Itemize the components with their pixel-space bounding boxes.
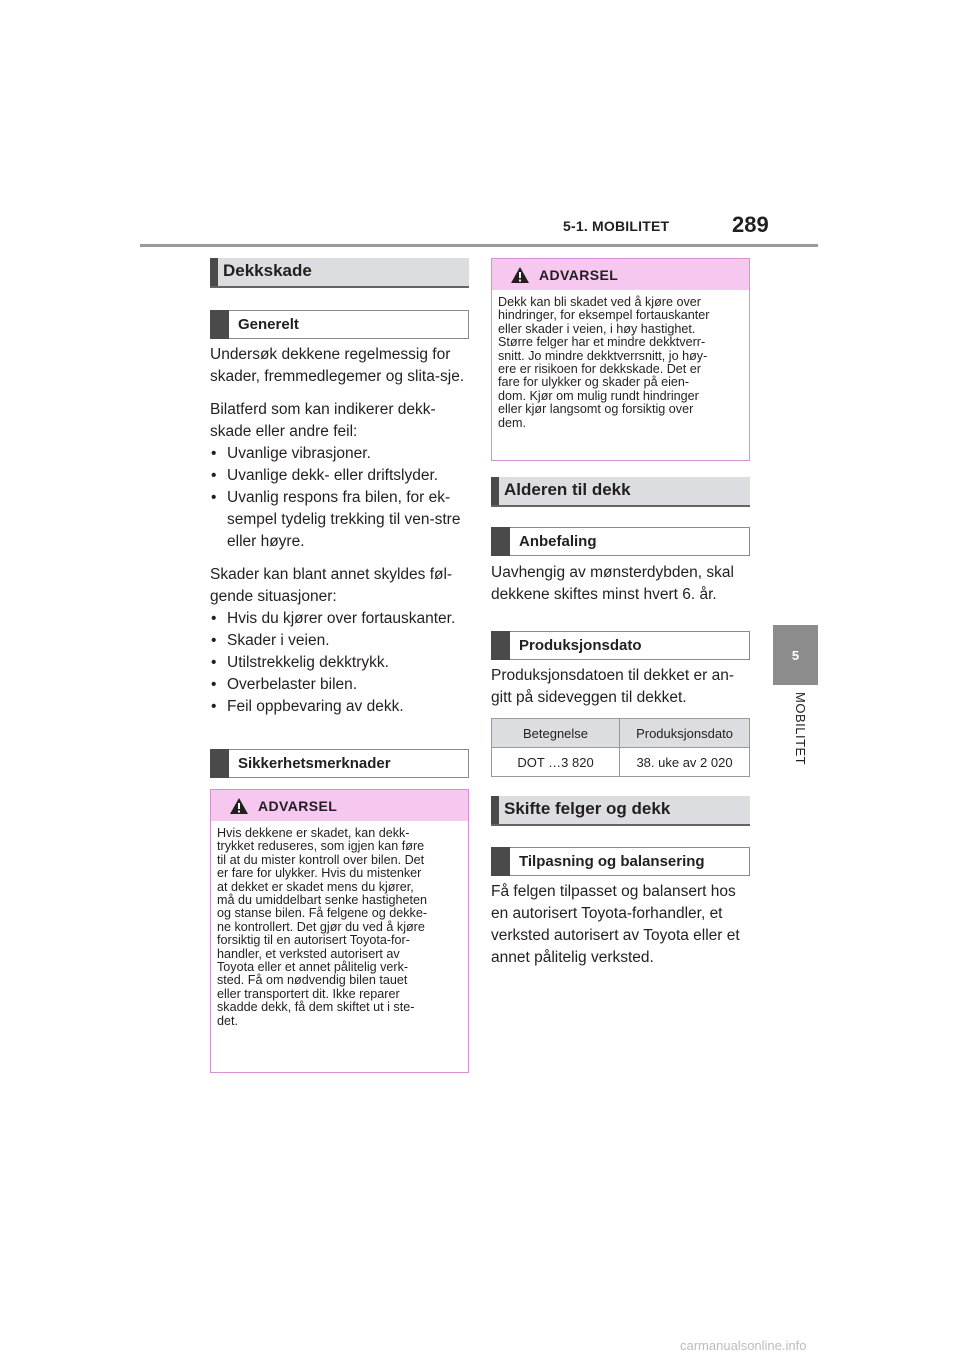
- subheading-title: Tilpasning og balansering: [519, 853, 705, 870]
- table-header-row: [492, 719, 750, 748]
- bullet-list: [210, 443, 472, 553]
- warning-label: ADVARSEL: [258, 798, 338, 814]
- right-body-text: [491, 665, 753, 709]
- list-item: • Utilstrekkelig dekktrykk.: [210, 652, 472, 674]
- subheading-title: Generelt: [238, 316, 299, 333]
- subheading-bar: [491, 847, 510, 876]
- right-body-text: [491, 562, 753, 606]
- section-title: Alderen til dekk: [504, 480, 631, 499]
- section-title: Skifte felger og dekk: [504, 799, 671, 818]
- table-cell: 38. uke av 2 020: [620, 748, 750, 777]
- list-item: • Overbelaster bilen.: [210, 674, 472, 696]
- heading-bar: [491, 477, 499, 505]
- list-item: • Uvanlig respons fra bilen, for ek-sempel tydelig trekking til ven-stre eller høyre.: [210, 487, 472, 553]
- chapter-tab[interactable]: [773, 625, 818, 685]
- list-item: • Uvanlige dekk- eller driftslyder.: [210, 465, 472, 487]
- list-item: • Feil oppbevaring av dekk.: [210, 696, 472, 718]
- subheading-generelt: [210, 310, 469, 339]
- warning-text: Hvis dekkene er skadet, kan dekk- trykket reduseres, som igjen kan føre til at du mister kontroll over bilen. Det er fare for ulykker. Hvis du mistenker at dekket er skadet mens du kjører, må du umiddelbart senke hastigheten og stanse bilen. Få felgene og dekke- ne kontrollert. Det gjør du ved å kjøre forsiktig til en autorisert Toyota-for- handler, et verksted autorisert av Toyota eller et annet pålitelig verk- sted. Få om nødvendig bilen tauet eller transportert dit. Ikke reparer skadde dekk, få dem skiftet ut i ste- det.: [217, 826, 428, 1028]
- table-row: [492, 748, 750, 777]
- table-header-cell: Produksjonsdato: [620, 719, 750, 748]
- bullet-list: [210, 608, 472, 718]
- warning-header: [492, 259, 749, 290]
- section-title: Dekkskade: [223, 261, 312, 280]
- paragraph: Skader kan blant annet skyldes føl-gende situasjoner:: [210, 566, 453, 605]
- chapter-tab-label: MOBILITET: [793, 692, 808, 766]
- left-body-text: [210, 344, 472, 718]
- production-date-table: [491, 718, 750, 777]
- list-item: • Skader i veien.: [210, 630, 472, 652]
- paragraph: Undersøk dekkene regelmessig for skader, fremmedlegemer og slita-sje.: [210, 346, 465, 385]
- right-body-text: [491, 881, 753, 969]
- section-heading-dekkskade: [210, 258, 469, 288]
- subheading-produksjonsdato: [491, 631, 750, 660]
- warning-label: ADVARSEL: [539, 267, 619, 283]
- paragraph: Bilatferd som kan indikerer dekk-skade eller andre feil:: [210, 401, 436, 440]
- heading-bar: [491, 796, 499, 824]
- warning-triangle-icon: [510, 266, 530, 284]
- subheading-bar: [210, 310, 229, 339]
- subheading-title: Sikkerhetsmerknader: [238, 755, 391, 772]
- section-heading-alderen: [491, 477, 750, 507]
- header-divider: [140, 244, 818, 247]
- subheading-bar: [491, 631, 510, 660]
- subheading-bar: [491, 527, 510, 556]
- list-item: • Uvanlige vibrasjoner.: [210, 443, 472, 465]
- subheading-tilpasning: [491, 847, 750, 876]
- warning-text: Dekk kan bli skadet ved å kjøre over hindringer, for eksempel fortauskanter eller skader i veien, i høy hastighet. Større felger har et mindre dekktverr- snitt. Jo mindre dekktverrsnitt, jo høy- ere er risikoen for dekkskade. Det er fare for ulykker og skader på eien- dom. Kjør om mulig rundt hindringer eller kjør langsomt og forsiktig over dem.: [498, 295, 710, 430]
- warning-header: [211, 790, 468, 821]
- list-item: • Hvis du kjører over fortauskanter.: [210, 608, 472, 630]
- chapter-label: 5-1. MOBILITET: [563, 218, 670, 234]
- warning-box: [210, 789, 469, 1073]
- subheading-bar: [210, 749, 229, 778]
- page-number: 289: [732, 212, 769, 237]
- section-heading-skifte: [491, 796, 750, 826]
- warning-box: [491, 258, 750, 461]
- heading-bar: [210, 258, 218, 286]
- warning-triangle-icon: [229, 797, 249, 815]
- paragraph: Få felgen tilpasset og balansert hos en autorisert Toyota-forhandler, et verksted autorisert av Toyota eller et annet pålitelig verksted.: [491, 883, 740, 966]
- subheading-title: Anbefaling: [519, 533, 597, 550]
- watermark: carmanualsonline.info: [680, 1338, 807, 1353]
- paragraph: Uavhengig av mønsterdybden, skal dekkene skiftes minst hvert 6. år.: [491, 564, 734, 603]
- subheading-title: Produksjonsdato: [519, 637, 642, 654]
- table-cell: DOT …3 820: [492, 748, 620, 777]
- table-header-cell: Betegnelse: [492, 719, 620, 748]
- subheading-sikkerhetsmerknader: [210, 749, 469, 778]
- chapter-tab-number: 5: [791, 647, 800, 663]
- paragraph: Produksjonsdatoen til dekket er an-gitt på sideveggen til dekket.: [491, 667, 734, 706]
- subheading-anbefaling: [491, 527, 750, 556]
